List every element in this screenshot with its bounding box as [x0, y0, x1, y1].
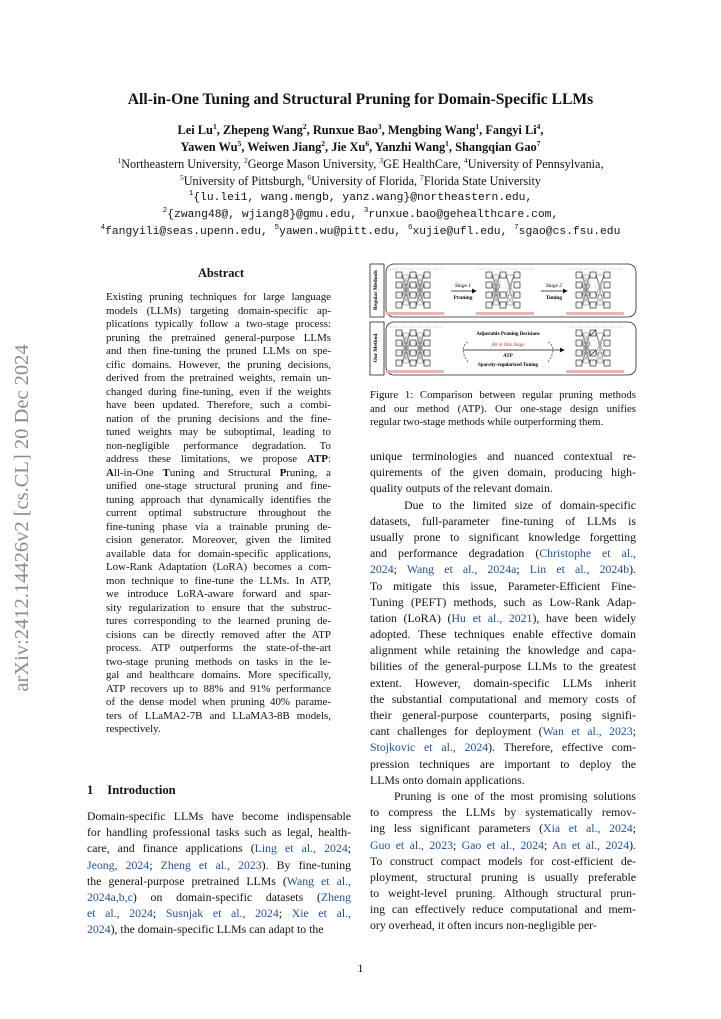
- one-stage-label: All in One Stage: [491, 343, 525, 348]
- tuned-net-adapter-bar: [566, 312, 624, 315]
- text-line: Low-Rank Adaptation (LoRA) becomes a com-: [106, 561, 331, 573]
- text-line: for handling professional tasks such as legal, health-: [87, 825, 351, 840]
- text-line: of the dense model when pruning 40% parame-: [106, 696, 331, 708]
- text-line: bilities of the general-purpose LLMs to the greatest: [370, 659, 636, 674]
- text-line: tation (LoRA) (Hu et al., 2021), have been widely: [370, 610, 636, 625]
- text-line: 2024a,b,c) on domain-specific datasets (Zheng: [87, 889, 351, 904]
- text-line: non-negligible performance degradation. To: [106, 439, 331, 452]
- email-line-2[interactable]: $^2${zwang48@, wjiang8}@gmu.edu, $^3$runxue.bao@gehealthcare.com,: [162, 207, 559, 221]
- text-line: unique terminologies and nuanced contextual re-: [370, 449, 636, 463]
- ours-input-net-node: [424, 340, 430, 346]
- text-line: derived from the pretrained weights, remain un-: [106, 372, 331, 384]
- regular-panel: [386, 264, 636, 317]
- tuned-net-node: [604, 282, 610, 288]
- row-label-ours: Our Method: [373, 333, 379, 363]
- tuned-net-node: [590, 292, 596, 298]
- abstract-heading: Abstract: [197, 266, 245, 280]
- ours-output-net-node: [604, 330, 610, 336]
- text-line: ing can effectively reduce computational and mem-: [370, 902, 636, 917]
- ours-output-net-adapter-bar: [566, 370, 624, 373]
- sparsity-label: Sparsity-regularized Tuning: [477, 363, 539, 368]
- ours-output-net-node: [604, 340, 610, 346]
- text-line: cant challenges for deployment (Wan et al., 2023;: [370, 724, 636, 739]
- ours-output-net-node: [576, 340, 582, 346]
- figure-caption: [370, 389, 636, 430]
- text-line: two-stage pruning methods on tasks in the le-: [106, 655, 331, 668]
- text-line: To mitigate this issue, Parameter-Efficient Fine-: [370, 578, 636, 593]
- ours-output-net-node: [604, 360, 610, 366]
- text-line: plications typically follow a two-stage process:: [106, 318, 331, 330]
- text-line: to compress the LLMs by systematically remov-: [370, 805, 636, 820]
- text-line: sity regularization to ensure that the substruc-: [106, 601, 331, 614]
- pruned-net-node: [500, 282, 506, 288]
- text-line: regular two-stage methods while outperforming them.: [370, 416, 604, 428]
- pruned-net-node: [486, 302, 492, 308]
- dense-net-node: [424, 282, 430, 288]
- text-line: the general-purpose pretrained LLMs (Wang et al.,: [87, 873, 351, 888]
- text-line: cision generator. Moreover, given the limited: [106, 534, 331, 546]
- tuned-net-node: [576, 272, 582, 278]
- authors-line-1: Lei Lu$^1$, Zhepeng Wang$^2$, Runxue Bao$^3$, Mengbing Wang$^1$, Fangyi Li$^4$,: [177, 121, 544, 137]
- section-number: 1: [87, 783, 94, 797]
- text-line: datasets, full-parameter fine-tuning of LLMs is: [370, 513, 636, 528]
- stage1-label: Stage 1: [454, 283, 472, 289]
- text-line: care, and finance applications (Ling et al., 2024;: [87, 841, 351, 856]
- text-line: To construct compact models for cost-efficient de-: [370, 853, 636, 868]
- text-line: pruning the pretrained general-purpose LLMs: [106, 331, 331, 344]
- dense-net-node: [410, 272, 416, 278]
- pruning-label: Pruning: [453, 295, 473, 301]
- text-line: available data for domain-specific applications,: [106, 547, 331, 560]
- text-line: cisions can be directly removed after the ATP: [106, 628, 331, 641]
- pruned-net-node: [486, 292, 492, 298]
- dense-net-node: [410, 292, 416, 298]
- text-line: the substantial computational and memory costs of: [370, 691, 636, 706]
- text-line: ters of LLaMA2-7B and LLaMA3-8B models,: [106, 709, 331, 722]
- dense-net-node: [396, 302, 402, 308]
- tuned-net-node: [576, 302, 582, 308]
- ours-input-net-node: [410, 340, 416, 346]
- text-line: Due to the limited size of domain-specific: [370, 497, 636, 512]
- ours-input-net-node: [396, 350, 402, 356]
- intro-left-column: [87, 808, 351, 938]
- text-line: alignment while retaining the knowledge and capa-: [370, 643, 636, 658]
- ours-output-net-node: [576, 350, 582, 356]
- text-line: et al., 2024; Susnjak et al., 2024; Xie et al.,: [87, 906, 351, 921]
- ours-input-net-node: [424, 330, 430, 336]
- text-line: Stojkovic et al., 2024). Therefore, effective com-: [370, 740, 636, 755]
- authors-line-2: Yawen Wu$^5$, Weiwen Jiang$^2$, Jie Xu$^6$, Yanzhi Wang$^1$, Shangqian Gao$^7$: [180, 138, 541, 154]
- pruned-net-node: [486, 272, 492, 278]
- tuned-net-node: [576, 282, 582, 288]
- tuned-net-node: [576, 292, 582, 298]
- affiliations: [0, 156, 721, 241]
- atp-label: ATP: [503, 354, 513, 359]
- dense-net-node: [424, 292, 430, 298]
- pruned-net-node: [514, 302, 520, 308]
- text-line: cific domains. However, the pruning decisions,: [106, 358, 331, 371]
- pruned-net-node: [514, 282, 520, 288]
- text-line: Guo et al., 2023; Gao et al., 2024; An et al., 2024).: [370, 837, 636, 852]
- section-heading: [87, 783, 190, 798]
- text-line: and then fine-tuning the pruned LLMs on spe-: [106, 345, 331, 357]
- intro-right-column: [370, 448, 636, 934]
- text-line: ATP recovers up to 88% and 91% performance: [106, 682, 331, 695]
- text-line: Tuning (PEFT) methods, such as Low-Rank Adap-: [370, 594, 636, 609]
- text-line: ployment, structural pruning is usually preferable: [370, 869, 636, 884]
- text-line: unified one-stage structural pruning and fine-: [106, 480, 331, 492]
- text-line: All-in-One Tuning and Structural Pruning, a: [106, 466, 331, 479]
- text-line: current optimal substructure throughout the: [106, 507, 331, 519]
- ours-output-net-node: [576, 360, 582, 366]
- pruned-net-node: [514, 292, 520, 298]
- text-line: fine-tuning phase via a trainable pruning de-: [106, 520, 331, 533]
- text-line: process. ATP outperforms the state-of-the-art: [106, 642, 331, 654]
- arxiv-stamp: arXiv:2412.14426v2 [cs.CL] 20 Dec 2024: [11, 344, 33, 692]
- tuned-net-node: [604, 302, 610, 308]
- text-line: ing less significant parameters (Xia et al., 2024;: [370, 821, 636, 836]
- dense-net-node: [396, 292, 402, 298]
- decisions-label: Adjustable Pruning Decisions: [476, 332, 540, 337]
- email-line-1[interactable]: $^1${lu.lei1, wang.mengb, yanz.wang}@northeastern.edu,: [188, 190, 533, 204]
- paper-title: All-in-One Tuning and Structural Pruning for Domain-Specific LLMs: [127, 91, 594, 108]
- text-line: we introduce LoRA-aware forward and spar-: [106, 588, 331, 600]
- tuned-net-node: [590, 302, 596, 308]
- pruned-net-adapter-bar: [476, 312, 534, 315]
- affiliation-line-2: $^5$University of Pittsburgh, $^6$University of Florida, $^7$Florida State University: [179, 172, 542, 188]
- text-line: to weight-level pruning. Although structural prun-: [370, 886, 636, 901]
- stage2-label: Stage 2: [545, 283, 563, 289]
- email-line-3[interactable]: $^4$fangyili@seas.upenn.edu, $^5$yawen.wu@pitt.edu, $^6$xujie@ufl.edu, $^7$sgao@cs.fsu.edu: [100, 224, 621, 238]
- tuned-net-node: [604, 272, 610, 278]
- text-line: quality outputs of the relevant domain.: [370, 481, 553, 496]
- tuning-label: Tuning: [545, 295, 563, 301]
- dense-net-node: [396, 282, 402, 288]
- tuned-net-node: [604, 292, 610, 298]
- page-number: 1: [357, 961, 364, 975]
- text-line: have been updated. Therefore, such a combi-: [106, 399, 331, 411]
- text-line: quirements of the given domain, producing high-: [370, 465, 636, 480]
- ours-input-net-node: [410, 330, 416, 336]
- text-line: Figure 1: Comparison between regular pruning methods: [370, 389, 636, 401]
- author-list: [0, 122, 721, 156]
- ours-output-net-node: [590, 360, 596, 366]
- ours-input-net-node: [396, 340, 402, 346]
- text-line: ory overhead, it often incurs non-negligible per-: [370, 918, 597, 933]
- pruned-net-node: [514, 272, 520, 278]
- row-label-regular: Regular Methods: [373, 270, 379, 310]
- text-line: Existing pruning techniques for large language: [106, 291, 331, 303]
- pruned-net-node: [500, 272, 506, 278]
- ours-input-net-adapter-bar: [386, 370, 444, 373]
- ours-input-net-node: [424, 360, 430, 366]
- ours-input-net-node: [424, 350, 430, 356]
- text-line: address these limitations, we propose ATP:: [106, 453, 331, 465]
- text-line: Pruning is one of the most promising solutions: [370, 788, 636, 803]
- text-line: adopted. These techniques enable effective domain: [370, 627, 636, 642]
- text-line: usually prone to significant knowledge forgetting: [370, 529, 636, 544]
- ours-input-net-node: [396, 330, 402, 336]
- text-line: mon technique to fine-tune the LLMs. In ATP,: [106, 574, 331, 587]
- dense-net-node: [410, 302, 416, 308]
- ours-output-net-node: [576, 330, 582, 336]
- cycle-arrow-left: [463, 342, 468, 362]
- ours-input-net-node: [396, 360, 402, 366]
- pruned-net-node: [500, 292, 506, 298]
- text-line: and performance degradation (Christophe et al.,: [370, 546, 636, 561]
- text-line: nation of the pruning decisions and the fine-: [106, 412, 331, 425]
- text-line: and our method (ATP). Our one-stage design unifies: [370, 402, 636, 415]
- ours-input-net-node: [410, 350, 416, 356]
- text-line: extent. However, domain-specific LLMs inherit: [370, 675, 636, 690]
- ours-output-net-node: [604, 350, 610, 356]
- affiliation-line-1: $^1$Northeastern University, $^2$George Mason University, $^3$GE HealthCare, $^4$University of Pennsylvania,: [117, 155, 604, 171]
- dense-net-node: [424, 272, 430, 278]
- text-line: 2024), the domain-specific LLMs can adapt to the: [87, 922, 324, 937]
- text-line: Domain-specific LLMs have become indispensable: [87, 809, 351, 823]
- figure-1: [368, 262, 638, 380]
- section-title: Introduction: [107, 783, 176, 797]
- ours-input-net-node: [410, 360, 416, 366]
- text-line: changed during fine-tuning, even if the weights: [106, 385, 331, 398]
- text-line: Jeong, 2024; Zheng et al., 2023). By fine-tuning: [87, 857, 351, 872]
- text-line: models (LLMs) targeting domain-specific ap-: [106, 304, 331, 317]
- dense-net-node: [424, 302, 430, 308]
- text-line: tuned weights may be suboptimal, leading to: [106, 426, 331, 438]
- text-line: pression techniques are important to deploy the: [370, 756, 636, 771]
- text-line: tures corresponding to the learned pruning de-: [106, 615, 331, 627]
- dense-net-adapter-bar: [386, 312, 444, 315]
- tuned-net-node: [590, 282, 596, 288]
- text-line: LLMs onto domain applications.: [370, 772, 525, 787]
- dense-net-node: [410, 282, 416, 288]
- text-line: their general-purpose counterparts, posing signifi-: [370, 708, 636, 722]
- text-line: 2024; Wang et al., 2024a; Lin et al., 2024b).: [370, 562, 636, 577]
- pruned-net-node: [486, 282, 492, 288]
- text-line: tuning approach that dynamically identifies the: [106, 493, 331, 506]
- pruned-net-node: [500, 302, 506, 308]
- text-line: respectively.: [106, 723, 161, 735]
- cycle-arrow-right: [548, 342, 553, 362]
- ours-output-net-node: [590, 340, 596, 346]
- abstract-body: [106, 291, 331, 737]
- text-line: gal and healthcare domains. More specifically,: [106, 669, 331, 681]
- dense-net-node: [396, 272, 402, 278]
- tuned-net-node: [590, 272, 596, 278]
